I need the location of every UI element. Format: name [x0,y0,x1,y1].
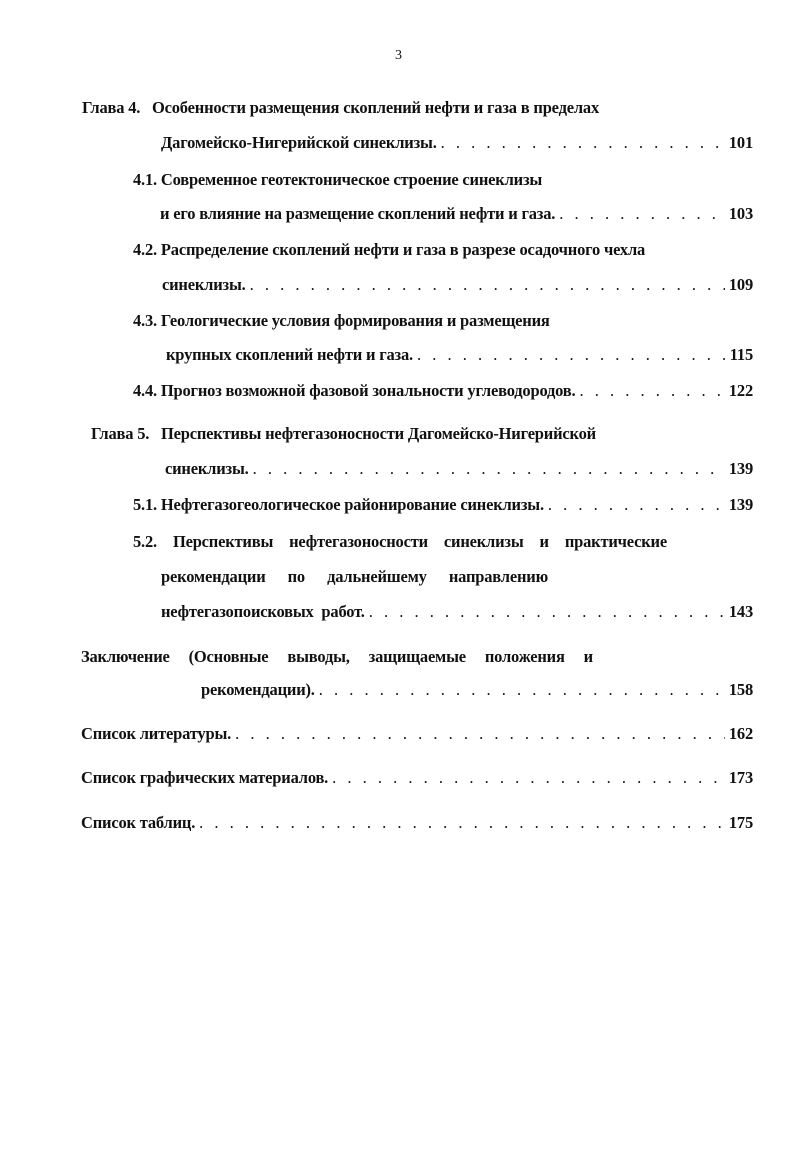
toc-page-number: 158 [728,680,753,699]
toc-section-number: 5.2. [133,532,157,551]
toc-section-4-1-heading [133,170,542,190]
toc-page-number: 175 [728,813,753,832]
toc-graphics-entry[interactable] [81,768,753,788]
toc-section-5-2-line2 [161,567,548,587]
toc-section-4-1-entry[interactable] [160,204,753,224]
toc-page-number: 143 [728,602,753,621]
toc-entry-text: рекомендации). [201,680,315,699]
toc-chapter-5-entry[interactable] [165,459,753,479]
toc-section-title: Современное геотектоническое строение синеклизы [160,170,543,189]
toc-word: положения [484,647,565,666]
toc-section-4-4-entry[interactable] [133,381,753,401]
toc-entry-text: синеклизы. [162,275,246,294]
leader-dots [579,381,724,401]
toc-entry-text: синеклизы. [165,459,249,478]
toc-word: направлению [448,567,548,586]
toc-section-4-3-entry[interactable] [166,345,753,365]
toc-section-5-1-entry[interactable] [133,495,753,515]
leader-dots [253,459,725,479]
toc-word: рекомендации [161,567,266,586]
toc-chapter-4-heading [82,98,599,118]
toc-chapter-4-label: Глава 4. [82,98,141,117]
toc-chapter-5-label: Глава 5. [91,424,150,443]
toc-conclusion-heading [81,647,593,667]
leader-dots [199,813,725,833]
toc-chapter-5-heading [91,424,596,444]
toc-word: и [539,532,549,551]
toc-page-number: 173 [728,768,753,787]
leader-dots [332,768,725,788]
toc-word: по [287,567,305,586]
leader-dots [250,275,725,295]
toc-entry-text: крупных скоплений нефти и газа. [166,345,413,364]
toc-literature-entry[interactable] [81,724,753,744]
toc-entry-text: и его влияние на размещение скоплений нефти и газа. [160,204,556,223]
toc-word: Заключение [81,647,170,666]
toc-entry-text: Прогноз возможной фазовой зональности углеводородов. [160,381,576,400]
toc-page-number: 115 [729,345,753,364]
toc-section-4-3-heading [133,311,550,331]
toc-section-number: 4.1. [133,170,157,189]
toc-word: защищаемые [368,647,466,666]
toc-entry-text: Список таблиц. [81,813,196,832]
toc-section-4-2-heading [133,240,645,260]
leader-dots [319,680,725,700]
toc-section-4-2-entry[interactable] [162,275,753,295]
toc-chapter-5-title: Перспективы нефтегазоносности Дагомейско-Нигерийской [161,424,596,443]
toc-page-number: 122 [728,381,753,400]
toc-page-number: 109 [728,275,753,294]
leader-dots [441,133,725,153]
toc-entry-text: Список графических материалов. [81,768,329,787]
toc-section-title: Распределение скоплений нефти и газа в разрезе осадочного чехла [160,240,646,259]
page-number: 3 [395,48,402,63]
toc-word: синеклизы [443,532,524,551]
leader-dots [559,204,725,224]
toc-word: (Основные [188,647,269,666]
toc-page-number: 139 [728,459,753,478]
leader-dots [235,724,725,744]
toc-section-number: 4.3. [133,311,157,330]
toc-word: Перспективы [172,532,274,551]
toc-section-title: Геологические условия формирования и размещения [160,311,550,330]
toc-word: выводы, [287,647,350,666]
toc-word: и [583,647,593,666]
toc-section-5-2-entry[interactable] [161,602,753,622]
toc-section-5-2-heading [133,532,667,552]
toc-conclusion-entry[interactable] [201,680,753,700]
toc-section-number: 4.4. [133,381,157,400]
toc-entry-text: Дагомейско-Нигерийской синеклизы. [161,133,437,152]
toc-chapter-4-entry[interactable] [161,133,753,153]
toc-entry-text: нефтегазопоисковых работ. [161,602,365,621]
leader-dots [417,345,726,365]
toc-word: практические [564,532,667,551]
toc-entry-text: Нефтегазогеологическое районирование синеклизы. [160,495,544,514]
leader-dots [548,495,725,515]
toc-page-number: 139 [728,495,753,514]
toc-tables-entry[interactable] [81,813,753,833]
toc-page-number: 103 [728,204,753,223]
toc-entry-text: Список литературы. [81,724,232,743]
toc-chapter-4-title: Особенности размещения скоплений нефти и газа в пределах [152,98,600,117]
leader-dots [369,602,725,622]
toc-word: дальнейшему [327,567,427,586]
toc-page-number: 101 [728,133,753,152]
toc-section-number: 5.1. [133,495,157,514]
toc-word: нефтегазоносности [289,532,428,551]
toc-page-number: 162 [728,724,753,743]
toc-section-number: 4.2. [133,240,157,259]
